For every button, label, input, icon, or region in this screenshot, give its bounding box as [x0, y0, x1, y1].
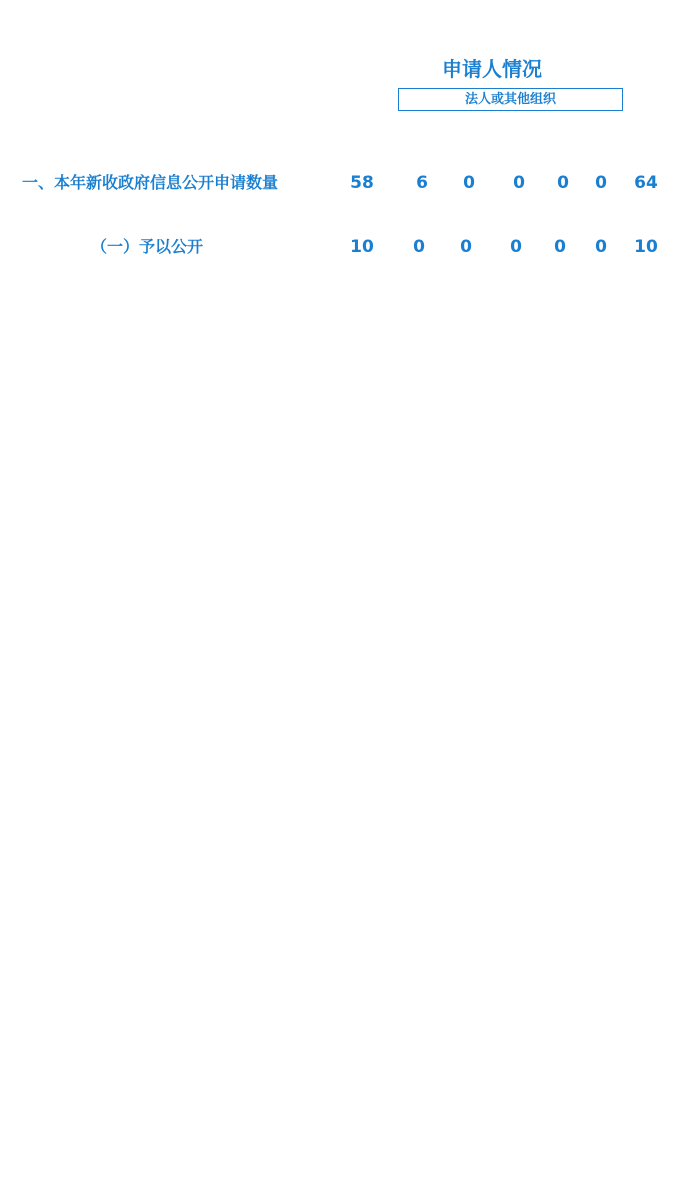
- cell-disclosed-legal-service: 0: [554, 237, 566, 257]
- cell-new-requests-legal-service: 0: [557, 173, 569, 193]
- legal-person-header-box: 法人或其他组织: [398, 88, 623, 111]
- table-row-disclosed: [0, 232, 689, 262]
- cell-disclosed-research-institution: 0: [460, 237, 472, 257]
- table-row-new-requests: [0, 168, 689, 198]
- cell-disclosed-other: 0: [595, 237, 607, 257]
- cell-disclosed-commercial-enterprise: 0: [413, 237, 425, 257]
- row-label-disclosed: （一）予以公开: [91, 237, 204, 256]
- cell-new-requests-research-institution: 0: [463, 173, 475, 193]
- cell-disclosed-social-organization: 0: [510, 237, 522, 257]
- applicant-header-title: 申请人情况: [442, 57, 542, 81]
- cell-new-requests-commercial-enterprise: 6: [416, 173, 428, 193]
- row-label-new-requests: 一、本年新收政府信息公开申请数量: [22, 173, 279, 192]
- cell-new-requests-social-organization: 0: [513, 173, 525, 193]
- cell-disclosed-natural-person: 10: [350, 237, 374, 257]
- cell-disclosed-total: 10: [634, 237, 658, 257]
- cell-new-requests-natural-person: 58: [350, 173, 374, 193]
- cell-new-requests-other: 0: [595, 173, 607, 193]
- cell-new-requests-total: 64: [634, 173, 658, 193]
